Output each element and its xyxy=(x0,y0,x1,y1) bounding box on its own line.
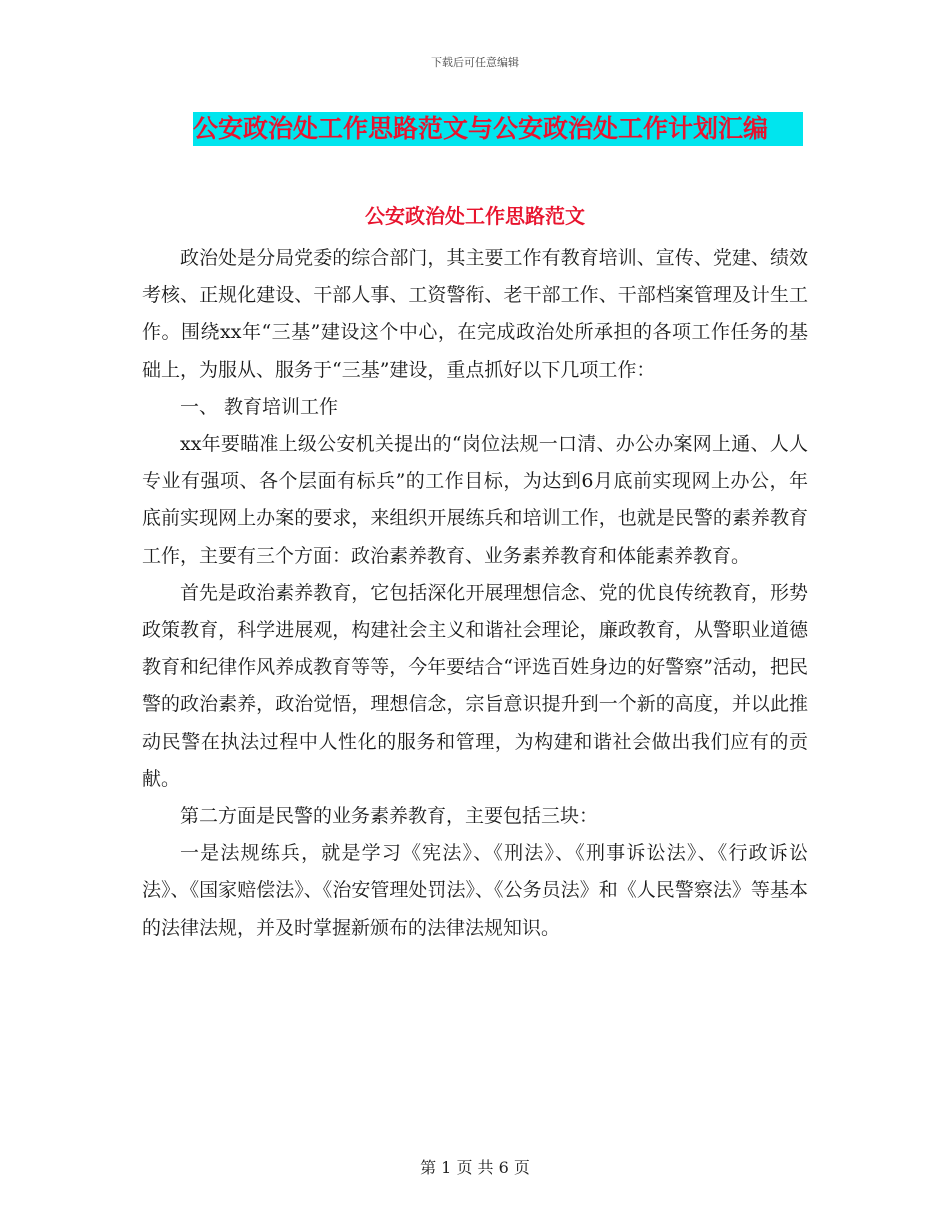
page-header-note: 下载后可任意编辑 xyxy=(431,56,519,69)
paragraph: 政治处是分局党委的综合部门，其主要工作有教育培训、宣传、党建、绩效考核、正规化建设、干部人事、工资警衔、老干部工作、干部档案管理及计生工作。围绕xx年“三基”建设这个中心，在完成政治处所承担的各项工作任务的基础上，为服从、服务于“三基”建设，重点抓好以下几项工作： xyxy=(142,247,808,381)
paragraph: 第二方面是民警的业务素养教育，主要包括三块： xyxy=(180,805,599,828)
paragraph: 首先是政治素养教育，它包括深化开展理想信念、党的优良传统教育，形势政策教育，科学进展观，构建社会主义和谐社会理论，廉政教育，从警职业道德教育和纪律作风养成教育等等，今年要结合“评选百姓身边的好警察”活动，把民警的政治素养，政治觉悟，理想信念，宗旨意识提升到一个新的高度，并以此推动民警在执法过程中人性化的服务和管理，为构建和谐社会做出我们应有的贡献。 xyxy=(142,581,808,790)
document-body xyxy=(142,240,808,947)
paragraph: xx年要瞄准上级公安机关提出的“岗位法规一口清、办公办案网上通、人人专业有强项、各个层面有标兵”的工作目标，为达到6月底前实现网上办公，年底前实现网上办案的要求，来组织开展练兵和培训工作，也就是民警的素养教育工作，主要有三个方面：政治素养教育、业务素养教育和体能素养教育。 xyxy=(142,433,808,567)
document-title: 公安政治处工作思路范文与公安政治处工作计划汇编 xyxy=(193,112,803,146)
paragraph-heading: 一、 教育培训工作 xyxy=(180,395,339,418)
page-number: 第 1 页 共 6 页 xyxy=(420,1158,530,1177)
paragraph: 一是法规练兵，就是学习《宪法》、《刑法》、《刑事诉讼法》、《行政诉讼法》、《国家赔偿法》、《治安管理处罚法》、《公务员法》和《人民警察法》等基本的法律法规，并及时掌握新颁布的法律法规知识。 xyxy=(142,842,808,939)
section-title: 公安政治处工作思路范文 xyxy=(365,204,585,228)
